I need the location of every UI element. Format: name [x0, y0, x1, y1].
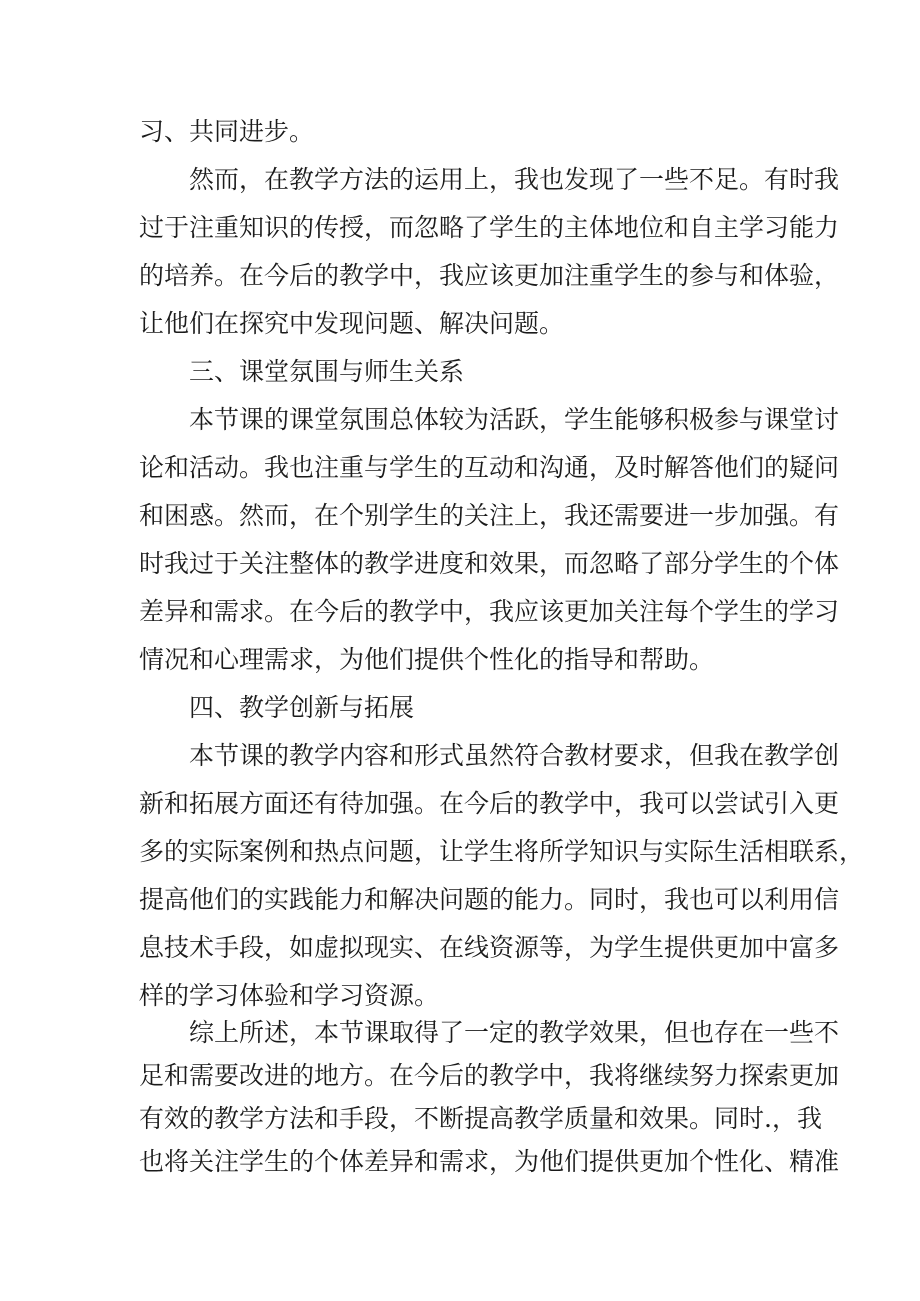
paragraph-line: 然而，在教学方法的运用上，我也发现了一些不足。有时我: [189, 165, 840, 194]
paragraph-line: 时我过于关注整体的教学进度和效果，而忽略了部分学生的个体: [139, 549, 840, 578]
paragraph-line: 本节课的课堂氛围总体较为活跃，学生能够积极参与课堂讨: [189, 405, 840, 434]
paragraph-line: 息技术手段，如虚拟现实、在线资源等，为学生提供更加中富多: [139, 933, 840, 962]
body-text-block: [139, 108, 865, 1020]
paragraph-line: 新和拓展方面还有待加强。在今后的教学中，我可以尝试引入更: [139, 789, 840, 818]
paragraph-line: 本节课的教学内容和形式虽然符合教材要求，但我在教学创: [189, 741, 840, 770]
paragraph-line: 论和活动。我也注重与学生的互动和沟通，及时解答他们的疑问: [139, 453, 840, 482]
paragraph-line: 综上所述，本节课取得了一定的教学效果，但也存在一些不: [189, 1018, 840, 1047]
paragraph-line: 多的实际案例和热点问题，让学生将所学知识与实际生活相联系，: [139, 837, 865, 866]
paragraph-line: 也将关注学生的个体差异和需求，为他们提供更加个性化、精准: [139, 1147, 840, 1176]
paragraph-line: 情况和心理需求，为他们提供个性化的指导和帮助。: [139, 645, 715, 674]
paragraph-line: 样的学习体验和学习资源。: [139, 981, 440, 1010]
paragraph-line: 足和需要改进的地方。在今后的教学中，我将继续努力探索更加: [139, 1061, 840, 1090]
paragraph-line: 让他们在探究中发现问题、解决问题。: [139, 309, 565, 338]
paragraph-line: 差异和需求。在今后的教学中，我应该更加关注每个学生的学习: [139, 597, 840, 626]
section-heading: 四、教学创新与拓展: [189, 693, 415, 722]
paragraph-line: 过于注重知识的传授，而忽略了学生的主体地位和自主学习能力: [139, 213, 840, 242]
conclusion-text-block: [139, 1011, 840, 1183]
paragraph-line: 习、共同进步。: [139, 117, 315, 146]
paragraph-line: 有效的教学方法和手段，不断提高教学质量和效果。同时.，我: [139, 1104, 822, 1133]
paragraph-line: 和困惑。然而，在个别学生的关注上，我还需要进一步加强。有: [139, 501, 840, 530]
paragraph-line: 提高他们的实践能力和解决问题的能力。同时，我也可以利用信: [139, 885, 840, 914]
section-heading: 三、课堂氛围与师生关系: [189, 357, 465, 386]
paragraph-line: 的培养。在今后的教学中，我应该更加注重学生的参与和体验，: [139, 261, 840, 290]
